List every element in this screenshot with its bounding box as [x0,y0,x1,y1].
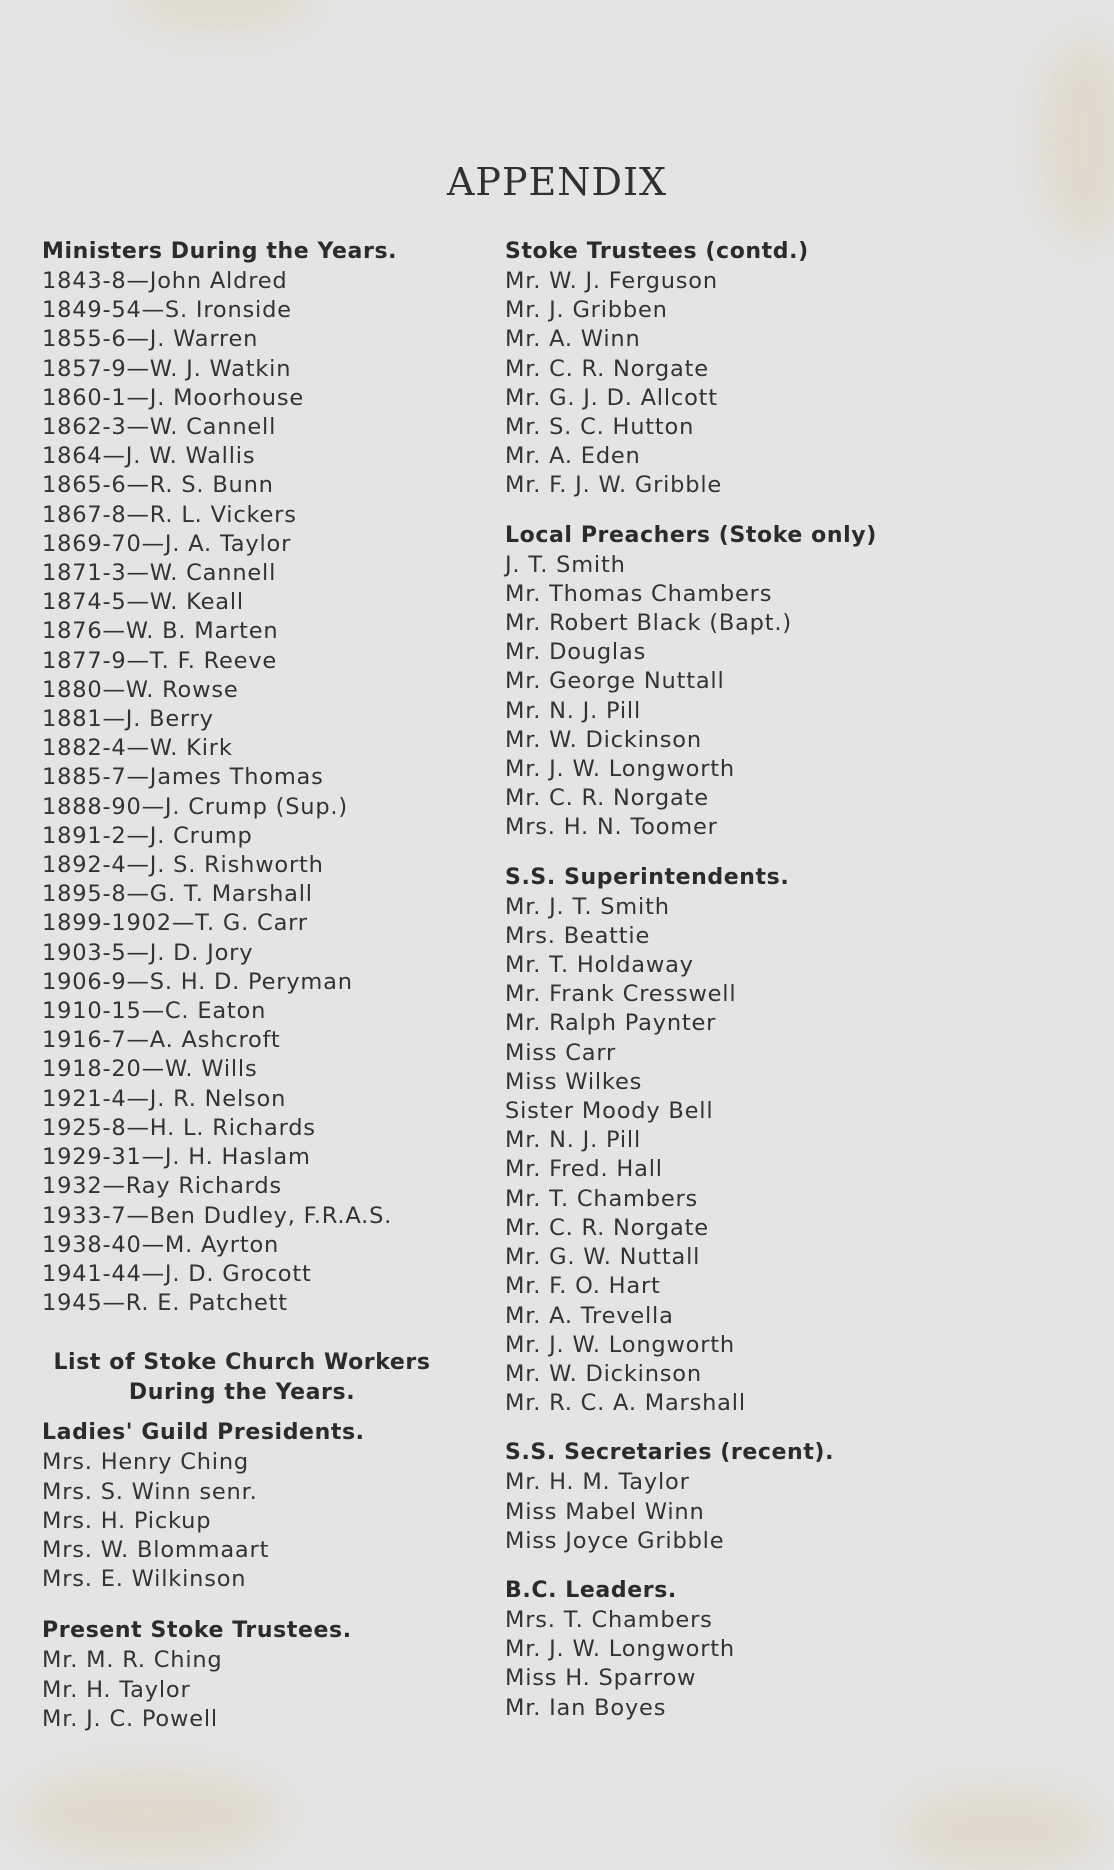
ss-superintendents-heading: S.S. Superintendents. [505,864,790,890]
list-item: Mr. Robert Black (Bapt.) [505,610,792,637]
list-item: Mr. F. J. W. Gribble [505,472,723,499]
list-item: 1849-54—S. Ironside [42,297,292,324]
list-item: 1881—J. Berry [42,706,214,733]
list-item: 1869-70—J. A. Taylor [42,530,292,557]
list-item: Mrs. H. N. Toomer [505,814,718,841]
list-item: Mr. T. Holdaway [505,952,694,979]
list-item: Mr. J. C. Powell [42,1705,218,1732]
list-item: 1929-31—J. H. Haslam [42,1144,311,1171]
list-item: 1876—W. B. Marten [42,618,279,645]
ministers-section [42,237,472,1318]
list-item: 1891-2—J. Crump [42,822,253,849]
ss-secretaries-section [505,1438,1065,1556]
list-item: J. T. Smith [505,551,626,578]
local-preachers-list [505,551,1065,843]
ladies-guild-section [42,1418,472,1594]
list-item: 1921-4—J. R. Nelson [42,1085,287,1112]
list-item: Mr. M. R. Ching [42,1647,223,1674]
list-item: Miss Mabel Winn [505,1498,705,1525]
list-item: Mr. W. Dickinson [505,726,702,753]
page-title: APPENDIX [446,160,668,204]
local-preachers-heading: Local Preachers (Stoke only) [505,522,877,548]
list-item: Mrs. Henry Ching [42,1449,249,1476]
list-item: Mr. N. J. Pill [505,697,642,724]
list-item: Mr. George Nuttall [505,668,725,695]
list-item: Mr. H. M. Taylor [505,1469,690,1496]
list-item: 1895-8—G. T. Marshall [42,881,313,908]
list-item: Mr. T. Chambers [505,1185,699,1212]
workers-heading-line1: List of Stoke Church Workers [53,1350,431,1376]
trustees-contd-heading: Stoke Trustees (contd.) [505,239,809,264]
list-item: Mr. G. W. Nuttall [505,1244,701,1271]
list-item: Mr. W. J. Ferguson [505,268,718,294]
list-item: Mr. H. Taylor [42,1676,191,1703]
list-item: 1932—Ray Richards [42,1173,282,1200]
list-item: 1903-5—J. D. Jory [42,939,254,966]
ss-secretaries-heading: S.S. Secretaries (recent). [505,1440,835,1466]
list-item: 1906-9—S. H. D. Peryman [42,968,353,995]
list-item: 1899-1902—T. G. Carr [42,910,308,937]
bc-leaders-list [505,1606,1065,1723]
ss-superintendents-list [505,893,1065,1419]
list-item: Mr. C. R. Norgate [505,355,709,382]
list-item: Mr. R. C. A. Marshall [505,1390,746,1417]
list-item: 1867-8—R. L. Vickers [42,501,297,528]
workers-heading-block [42,1348,472,1408]
list-item: Miss Wilkes [505,1068,643,1095]
paper-stain [130,0,310,30]
paper-stain [1040,40,1114,240]
list-item: Mr. Frank Cresswell [505,981,737,1008]
left-column [42,237,472,1754]
list-item: Mr. W. Dickinson [505,1360,702,1387]
list-item: 1941-44—J. D. Grocott [42,1260,312,1287]
list-item: Mr. J. W. Longworth [505,1331,735,1358]
list-item: 1877-9—T. F. Reeve [42,647,278,674]
list-item: 1862-3—W. Cannell [42,414,277,441]
list-item: 1933-7—Ben Dudley, F.R.A.S. [42,1202,393,1229]
paper-stain [900,1790,1100,1870]
list-item: 1882-4—W. Kirk [42,735,233,762]
list-item: 1864—J. W. Wallis [42,443,256,470]
list-item: Mr. J. T. Smith [505,893,670,920]
list-item: Mr. J. W. Longworth [505,756,735,783]
list-item: Mr. N. J. Pill [505,1127,642,1154]
list-item: 1910-15—C. Eaton [42,998,267,1025]
ss-secretaries-list [505,1468,1065,1556]
list-item: Mr. Thomas Chambers [505,580,773,607]
list-item: Sister Moody Bell [505,1098,714,1125]
list-item: Mr. Fred. Hall [505,1156,663,1183]
list-item: 1855-6—J. Warren [42,326,259,353]
list-item: Mrs. S. Winn senr. [42,1478,258,1505]
list-item: 1892-4—J. S. Rishworth [42,852,324,879]
list-item: Mr. Douglas [505,639,647,666]
list-item: 1860-1—J. Moorhouse [42,384,304,411]
list-item: Mr. S. C. Hutton [505,414,695,441]
list-item: 1918-20—W. Wills [42,1056,258,1083]
list-item: Mr. J. Gribben [505,297,668,324]
list-item: 1857-9—W. J. Watkin [42,355,292,382]
list-item: Mrs. T. Chambers [505,1606,713,1633]
ministers-heading: Ministers During the Years. [42,239,398,264]
list-item: 1871-3—W. Cannell [42,560,277,587]
bc-leaders-section [505,1576,1065,1723]
list-item: Mr. Ralph Paynter [505,1010,717,1037]
right-column [505,237,1065,1743]
present-trustees-section [42,1616,472,1734]
list-item: Mr. J. W. Longworth [505,1636,735,1663]
ladies-guild-heading: Ladies' Guild Presidents. [42,1420,365,1446]
trustees-contd-list [505,267,1065,501]
list-item: 1945—R. E. Patchett [42,1290,288,1317]
ss-superintendents-section [505,863,1065,1419]
list-item: 1925-8—H. L. Richards [42,1114,316,1141]
list-item: 1880—W. Rowse [42,676,239,703]
list-item: Mr. C. R. Norgate [505,1214,709,1241]
list-item: Mr. A. Trevella [505,1302,674,1329]
paper-stain [20,1770,280,1860]
list-item: Mrs. H. Pickup [42,1507,212,1534]
bc-leaders-heading: B.C. Leaders. [505,1577,677,1603]
list-item: 1938-40—M. Ayrton [42,1231,280,1258]
trustees-contd-section [505,237,1065,501]
workers-heading-line2: During the Years. [128,1380,356,1406]
list-item: Miss H. Sparrow [505,1665,697,1692]
list-item: Mr. G. J. D. Allcott [505,384,718,411]
list-item: 1916-7—A. Ashcroft [42,1027,281,1054]
list-item: Miss Carr [505,1039,617,1066]
list-item: Mr. A. Winn [505,326,641,353]
list-item: Mrs. Beattie [505,922,651,949]
list-item: Mr. A. Eden [505,443,641,470]
ladies-guild-list [42,1448,472,1594]
list-item: 1865-6—R. S. Bunn [42,472,274,499]
list-item: 1843-8—John Aldred [42,268,288,294]
list-item: 1885-7—James Thomas [42,764,324,791]
present-trustees-list [42,1646,472,1734]
local-preachers-section [505,521,1065,843]
list-item: Mr. Ian Boyes [505,1694,667,1721]
list-item: 1888-90—J. Crump (Sup.) [42,793,348,820]
list-item: Mrs. E. Wilkinson [42,1566,247,1593]
list-item: Mr. F. O. Hart [505,1273,661,1300]
list-item: 1874-5—W. Keall [42,589,244,616]
list-item: Miss Joyce Gribble [505,1527,725,1554]
present-trustees-heading: Present Stoke Trustees. [42,1618,352,1644]
list-item: Mr. C. R. Norgate [505,785,709,812]
list-item: Mrs. W. Blommaart [42,1536,270,1563]
ministers-list [42,267,472,1318]
